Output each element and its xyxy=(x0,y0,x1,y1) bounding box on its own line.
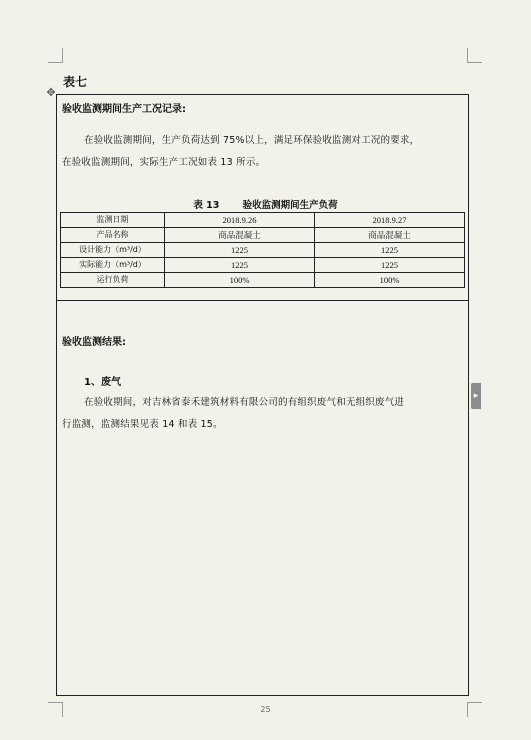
table-row xyxy=(61,228,465,243)
table13-caption-title: 验收监测期间生产负荷 xyxy=(242,200,338,211)
row-label: 实际能力（m³/d） xyxy=(61,258,165,273)
table13-caption xyxy=(0,197,531,211)
section2-para-line1: 在验收期间，对吉林省泰禾建筑材料有限公司的有组织废气和无组织废气进 xyxy=(84,397,405,408)
section2-para-line2: 行监测，监测结果见表 14 和表 15。 xyxy=(62,419,223,430)
cell-day2: 2018.9.27 xyxy=(315,213,465,228)
cell-day1: 100% xyxy=(165,273,315,288)
row-label: 监测日期 xyxy=(61,213,165,228)
table13-caption-num: 表 13 xyxy=(193,200,220,211)
row-label: 运行负荷 xyxy=(61,273,165,288)
section1-para-line1: 在验收监测期间，生产负荷达到 75%以上，满足环保验收监测对工况的要求， xyxy=(84,135,420,146)
move-icon[interactable]: ✥ xyxy=(46,86,56,99)
table-row xyxy=(61,258,465,273)
section2-title: 验收监测结果: xyxy=(62,337,126,348)
table13 xyxy=(60,212,465,288)
row-divider xyxy=(56,300,469,301)
page-number: 25 xyxy=(260,705,271,714)
row-label: 产品名称 xyxy=(61,228,165,243)
section1-title: 验收监测期间生产工况记录: xyxy=(62,104,186,115)
table-row xyxy=(61,243,465,258)
cell-day2: 100% xyxy=(315,273,465,288)
cell-day2: 1225 xyxy=(315,243,465,258)
section2-subtitle: 1、废气 xyxy=(84,377,121,388)
cell-day1: 1225 xyxy=(165,243,315,258)
crop-mark-top-left xyxy=(48,48,63,63)
page-heading: 表七 xyxy=(63,75,88,89)
table-row xyxy=(61,273,465,288)
cell-day2: 1225 xyxy=(315,258,465,273)
crop-mark-top-right xyxy=(467,48,482,63)
cell-day2: 商品混凝土 xyxy=(315,228,465,243)
row-label: 设计能力（m³/d） xyxy=(61,243,165,258)
section1-para-line2: 在验收监测期间，实际生产工况如表 13 所示。 xyxy=(62,157,266,168)
cell-day1: 1225 xyxy=(165,258,315,273)
side-tab-icon[interactable]: ▸ xyxy=(471,383,481,409)
table-row xyxy=(61,213,465,228)
cell-day1: 2018.9.26 xyxy=(165,213,315,228)
cell-day1: 商品混凝土 xyxy=(165,228,315,243)
